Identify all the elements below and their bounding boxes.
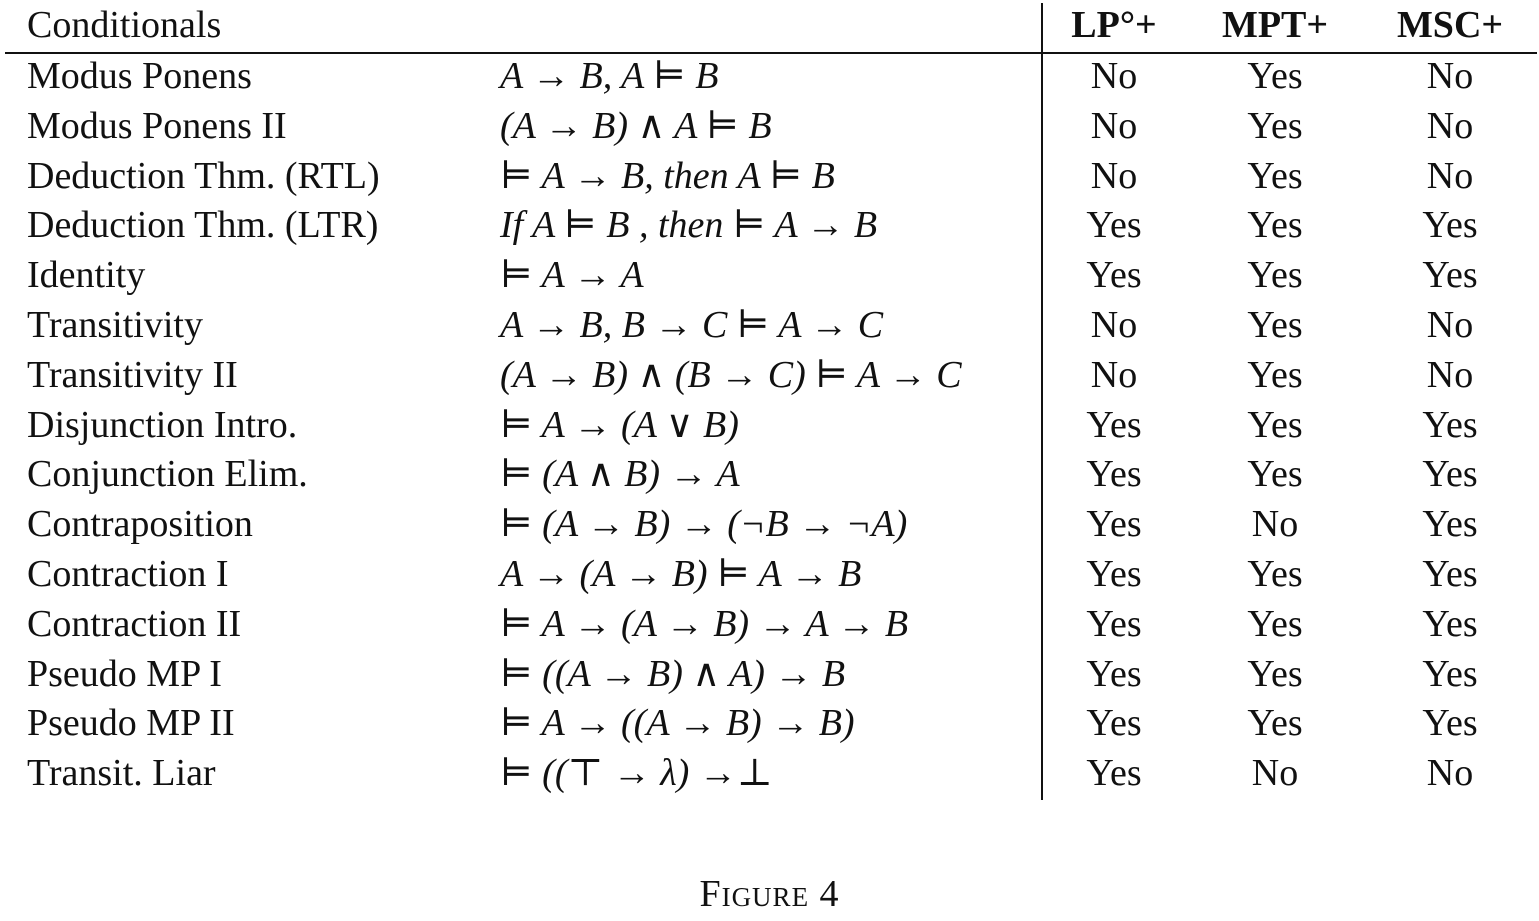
row-mpt-value: Yes (1247, 154, 1303, 197)
row-name: Pseudo MP I (27, 652, 222, 695)
row-mpt-value: Yes (1247, 353, 1303, 396)
row-mpt-value: Yes (1247, 403, 1303, 446)
row-formula: ⊨ (A ∧ B) → A (500, 453, 740, 496)
row-msc-value: Yes (1422, 702, 1478, 745)
row-name: Transit. Liar (27, 752, 216, 795)
row-lp-value: Yes (1086, 254, 1142, 297)
row-msc-value: No (1426, 304, 1474, 346)
row-mpt-value: Yes (1247, 553, 1303, 595)
row-formula: (A → B) ∧ A ⊨ B (500, 104, 772, 147)
row-formula: (A → B) ∧ (B → C) ⊨ A → C (500, 353, 962, 396)
row-msc-value: Yes (1422, 652, 1478, 695)
row-lp-value: Yes (1086, 602, 1142, 645)
row-formula: A → B, B → C ⊨ A → C (500, 304, 884, 346)
row-msc-value: No (1426, 55, 1474, 97)
header-mpt: MPT+ (1221, 4, 1329, 46)
row-mpt-value: Yes (1247, 204, 1303, 247)
row-msc-value: No (1426, 752, 1474, 795)
row-mpt-value: Yes (1247, 702, 1303, 745)
row-name: Deduction Thm. (LTR) (27, 204, 379, 247)
row-formula: A → B, A ⊨ B (500, 55, 719, 97)
table-top-rule (5, 52, 1537, 54)
row-lp-value: Yes (1086, 752, 1142, 795)
row-lp-value: Yes (1086, 702, 1142, 745)
row-name: Disjunction Intro. (27, 403, 298, 446)
row-name: Conjunction Elim. (27, 453, 308, 496)
row-lp-value: Yes (1086, 553, 1142, 595)
row-mpt-value: Yes (1247, 55, 1303, 97)
row-lp-value: No (1090, 104, 1138, 147)
header-lp: LP°+ (1071, 4, 1157, 46)
row-name: Contraction I (27, 553, 229, 595)
row-mpt-value: Yes (1247, 104, 1303, 147)
header-conditionals: Conditionals (27, 4, 222, 46)
row-formula: ⊨ (A → B) → (¬B → ¬A) (500, 503, 908, 546)
row-msc-value: No (1426, 154, 1474, 197)
row-formula: ⊨ A → (A → B) → A → B (500, 602, 909, 645)
row-formula: ⊨ A → A (500, 254, 644, 297)
row-name: Contraction II (27, 602, 242, 645)
row-lp-value: No (1090, 55, 1138, 97)
row-msc-value: Yes (1422, 602, 1478, 645)
row-msc-value: Yes (1422, 204, 1478, 247)
row-lp-value: Yes (1086, 652, 1142, 695)
row-name: Identity (27, 254, 146, 297)
row-mpt-value: Yes (1247, 304, 1303, 346)
row-msc-value: Yes (1422, 453, 1478, 496)
row-lp-value: No (1090, 154, 1138, 197)
row-name: Modus Ponens II (27, 104, 287, 147)
row-msc-value: Yes (1422, 503, 1478, 546)
table-column-divider (1041, 3, 1043, 800)
row-formula: ⊨ A → ((A → B) → B) (500, 702, 855, 745)
row-msc-value: Yes (1422, 403, 1478, 446)
row-name: Pseudo MP II (27, 702, 235, 745)
row-name: Contraposition (27, 503, 253, 546)
row-lp-value: Yes (1086, 403, 1142, 446)
row-formula: A → (A → B) ⊨ A → B (500, 553, 862, 595)
row-lp-value: No (1090, 353, 1138, 396)
row-mpt-value: Yes (1247, 254, 1303, 297)
row-msc-value: No (1426, 353, 1474, 396)
header-msc: MSC+ (1396, 4, 1504, 46)
row-msc-value: Yes (1422, 553, 1478, 595)
row-name: Modus Ponens (27, 55, 252, 97)
row-formula: ⊨ ((⊤ → λ) →⊥ (500, 752, 773, 795)
row-mpt-value: No (1251, 503, 1299, 546)
row-msc-value: Yes (1422, 254, 1478, 297)
row-formula: ⊨ ((A → B) ∧ A) → B (500, 652, 846, 695)
row-lp-value: Yes (1086, 503, 1142, 546)
row-mpt-value: Yes (1247, 652, 1303, 695)
row-formula: ⊨ A → (A ∨ B) (500, 403, 739, 446)
row-msc-value: No (1426, 104, 1474, 147)
row-mpt-value: Yes (1247, 602, 1303, 645)
row-name: Transitivity (27, 304, 203, 346)
row-formula: If A ⊨ B , then ⊨ A → B (500, 204, 878, 247)
row-lp-value: Yes (1086, 204, 1142, 247)
row-name: Transitivity II (27, 353, 238, 396)
row-lp-value: Yes (1086, 453, 1142, 496)
row-lp-value: No (1090, 304, 1138, 346)
row-name: Deduction Thm. (RTL) (27, 154, 380, 197)
row-formula: ⊨ A → B, then A ⊨ B (500, 154, 835, 197)
figure-caption: Figure 4 (699, 873, 840, 915)
row-mpt-value: Yes (1247, 453, 1303, 496)
row-mpt-value: No (1251, 752, 1299, 795)
